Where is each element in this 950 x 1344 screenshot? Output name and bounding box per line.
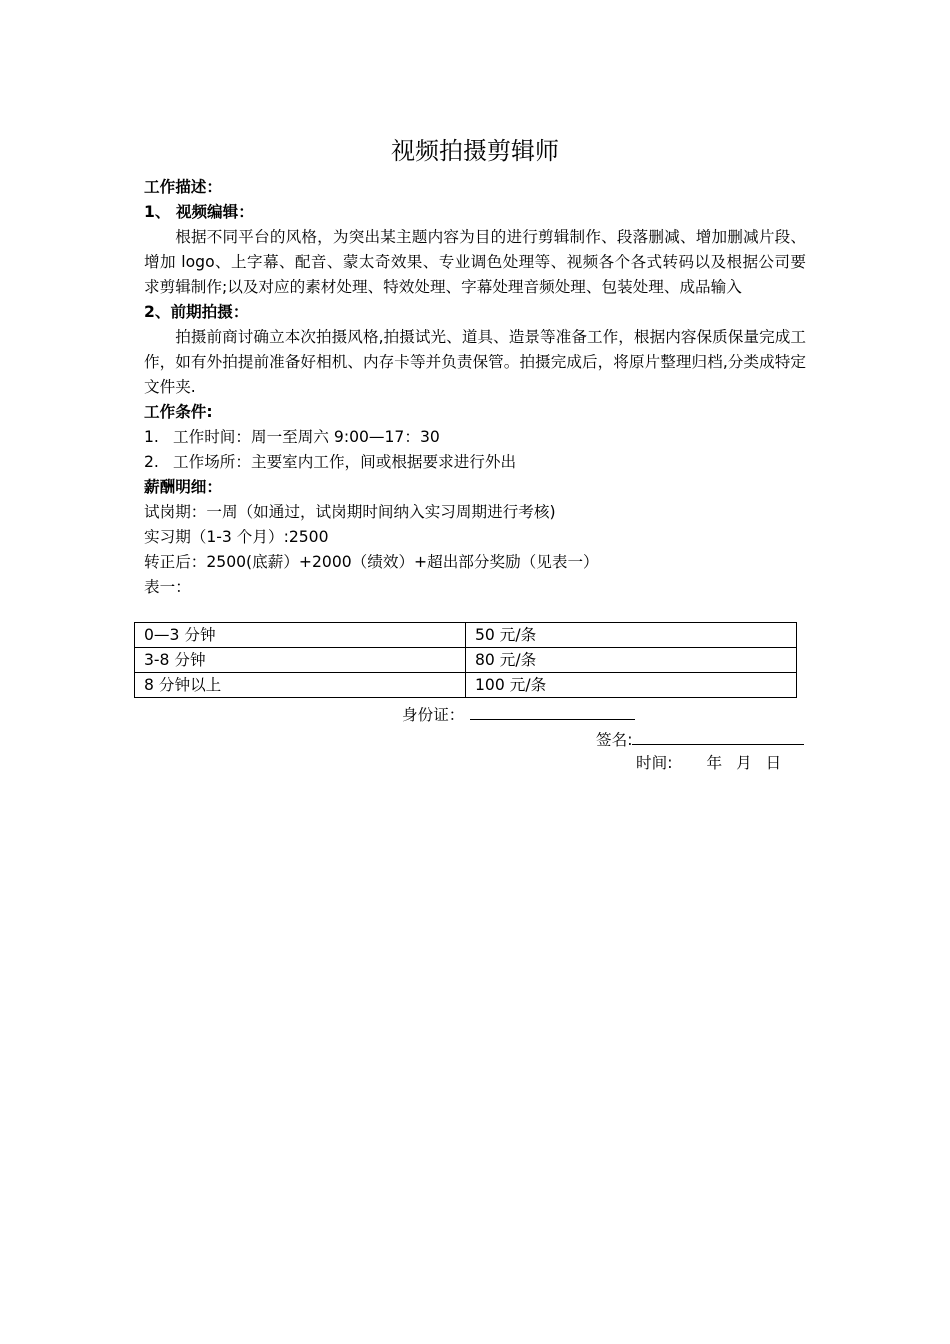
conditions-heading: 工作条件: <box>144 403 213 421</box>
table-cell-rate: 80 元/条 <box>466 648 797 673</box>
signature-row <box>596 726 804 753</box>
date-row <box>636 751 781 776</box>
section1-heading: 1、 视频编辑： <box>144 203 254 221</box>
signature-label: 签名: <box>596 731 633 749</box>
section2-body: 拍摄前商讨确立本次拍摄风格,拍摄试光、道具、造景等准备工作，根据内容保质保量完成工作，如有外拍提前准备好相机、内存卡等并负责保管。拍摄完成后，将原片整理归档,分类成特定文件夹. <box>144 328 806 396</box>
conditions-item-number: 1. <box>144 428 159 446</box>
id-card-label: 身份证： <box>402 706 465 724</box>
date-month: 月 <box>736 754 752 772</box>
section1-body: 根据不同平台的风格，为突出某主题内容为目的进行剪辑制作、段落删减、增加删减片段、增加 logo、上字幕、配音、蒙太奇效果、专业调色处理等、视频各个各式转码以及根据公司要求剪辑制作;以及对应的素材处理、特效处理、字幕处理音频处理、包装处理、成品输入 <box>144 228 806 296</box>
salary-trial-line: 试岗期：一周（如通过，试岗期时间纳入实习周期进行考核) <box>144 503 556 521</box>
id-card-blank-line[interactable] <box>470 701 635 720</box>
table-cell-duration: 0—3 分钟 <box>135 623 466 648</box>
salary-heading: 薪酬明细： <box>144 478 222 496</box>
table-cell-duration: 3-8 分钟 <box>135 648 466 673</box>
salary-intern-line: 实习期（1-3 个月）:2500 <box>144 528 329 546</box>
id-card-row <box>402 701 635 728</box>
conditions-item-text: 工作时间：周一至周六 9:00—17：30 <box>173 428 440 446</box>
table-cell-rate: 50 元/条 <box>466 623 797 648</box>
table-row <box>135 648 797 673</box>
date-year: 年 <box>706 754 723 772</box>
document-body <box>144 175 806 600</box>
date-label: 时间: <box>636 754 673 772</box>
salary-table <box>134 622 797 698</box>
table-label: 表一： <box>144 578 191 596</box>
table-cell-rate: 100 元/条 <box>466 673 797 698</box>
table-cell-duration: 8 分钟以上 <box>135 673 466 698</box>
conditions-item-number: 2. <box>144 453 159 471</box>
table-row <box>135 673 797 698</box>
date-day: 日 <box>765 754 782 772</box>
table-row <box>135 623 797 648</box>
conditions-item-text: 工作场所：主要室内工作，间或根据要求进行外出 <box>173 453 517 471</box>
section2-heading: 2、前期拍摄： <box>144 303 249 321</box>
job-description-heading: 工作描述： <box>144 178 222 196</box>
salary-regular-line: 转正后：2500(底薪）+2000（绩效）+超出部分奖励（见表一） <box>144 553 599 571</box>
conditions-item <box>144 450 806 475</box>
document-title: 视频拍摄剪辑师 <box>391 137 559 165</box>
signature-blank-line[interactable] <box>632 726 804 745</box>
conditions-item <box>144 425 806 450</box>
